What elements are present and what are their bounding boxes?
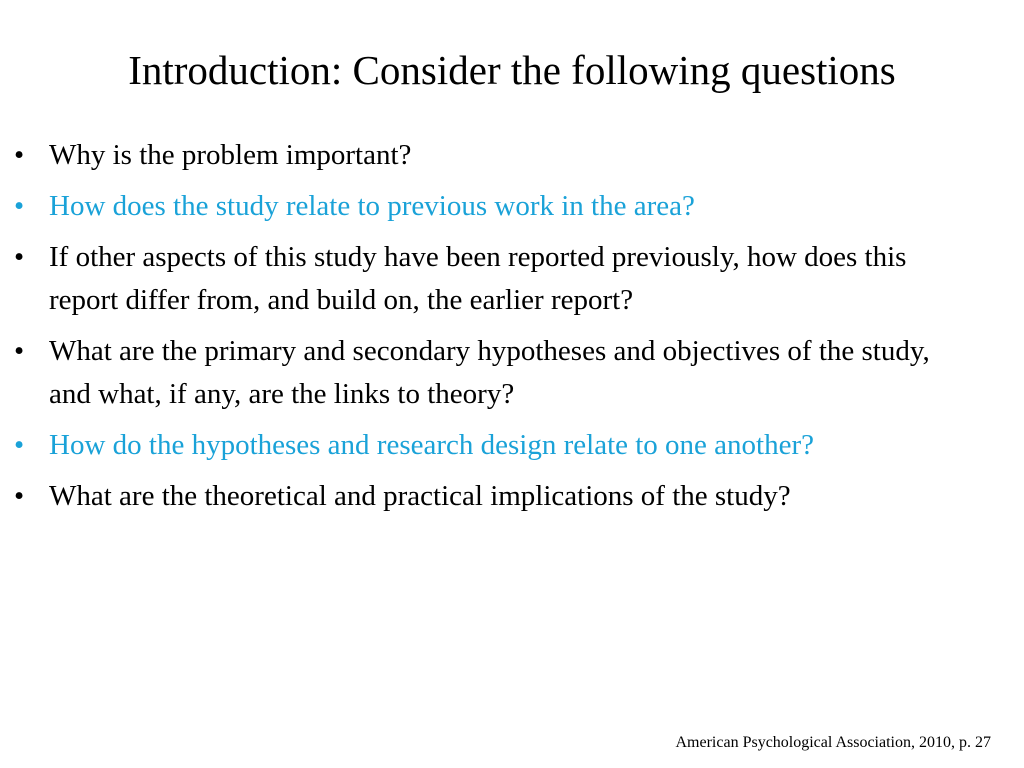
bullet-text: What are the theoretical and practical implications of the study? <box>49 480 791 512</box>
bullet-icon: • <box>14 335 25 367</box>
bullet-text: What are the primary and secondary hypotheses and objectives of the study, and what, if any, are the links to theory? <box>49 335 930 410</box>
citation: American Psychological Association, 2010, p. 27 <box>675 734 991 751</box>
bullet-icon: • <box>14 241 25 273</box>
bullet-text: How do the hypotheses and research design relate to one another? <box>49 429 815 461</box>
bullet-item <box>14 475 944 518</box>
bullet-item <box>14 330 944 416</box>
bullet-text: If other aspects of this study have been reported previously, how does this report differ from, and build on, the earlier report? <box>49 241 907 316</box>
bullet-icon: • <box>14 190 25 222</box>
slide-title: Introduction: Consider the following questions <box>128 47 896 93</box>
bullet-item <box>14 424 944 467</box>
bullet-icon: • <box>14 480 25 512</box>
bullet-text: How does the study relate to previous work in the area? <box>49 190 695 222</box>
bullet-list <box>14 134 944 526</box>
bullet-item <box>14 185 944 228</box>
bullet-text: Why is the problem important? <box>49 139 412 171</box>
bullet-item <box>14 134 944 177</box>
bullet-icon: • <box>14 429 25 461</box>
bullet-icon: • <box>14 139 25 171</box>
bullet-item <box>14 236 944 322</box>
